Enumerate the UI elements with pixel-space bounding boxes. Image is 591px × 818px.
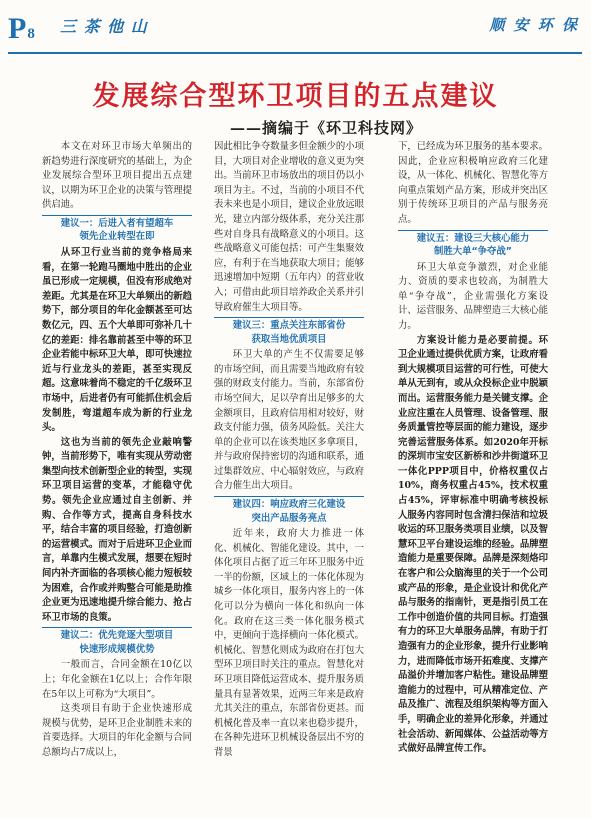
section-heading — [214, 317, 364, 346]
heading-line: 建议四：响应政府三化建设 — [214, 496, 364, 512]
column-3 — [398, 140, 548, 810]
heading-line: 领先企业转型在即 — [79, 231, 155, 243]
section-heading — [398, 230, 548, 259]
heading-line: 建议一：后进入者有望超车 — [42, 215, 192, 231]
paragraph: 一般而言，合同金额在10亿以上；年化金额在1亿以上；合作年限在5年以上可称为“大项目”。 — [42, 659, 192, 700]
header-rule — [8, 52, 582, 54]
paragraph: 近年来，政府大力推进一体化、机械化、智能化建设。其中，一体化项目占据了近三年环卫服务中近一半的份额，区域上的一体化体现为城乡一体化项目，服务内容上的一体化可以分为横向一体化和纵向一体化。政府在这三类一体化服务模式中，更倾向于选择横向一体化模式。机械化、智慧化则成为政府在打包大型环卫项目时关注的重点。智慧化对环卫项目降低运营成本、提升服务质量具有显著效果，近两三年来是政府尤其关注的重点，东部省份更甚。而机械化普及率一直以来也稳步提升，在各种先进环卫机械设备层出不穷的背景 — [214, 528, 364, 758]
heading-line: 快速形成规模优势 — [79, 643, 155, 655]
section-heading — [42, 215, 192, 244]
paragraph: 环卫大单竞争激烈，对企业能力、资质的要求也较高，为制胜大单“争夺战”，企业需强化方案设计、运营服务、品牌塑造三大核心能力。 — [398, 261, 548, 331]
page-letter: P — [8, 12, 27, 45]
section-heading — [42, 627, 192, 656]
paragraph: 这也为当前的领先企业敲响警钟，当前形势下，唯有实现从劳动密集型向技术创新型企业的转型，实现环卫项目运营的变革，才能稳守优势。领先企业应通过自主创新、并购、合作等方式，提高自身科技水平，结合丰富的项目经验，打造创新的运营模式。而对于后进环卫企业而言，单靠内生模式发展，想要在短时间内补齐面临的各项核心能力短板较为困难，合作或并购整合可能是助推企业更为迅速地提升综合能力、抢占环卫市场的良策。 — [42, 436, 192, 623]
paragraph: 环卫大单的产生不仅需要足够的市场空间，而且需要当地政府有较强的财政支付能力。当前，东部省份市场空间大，足以孕育出足够多的大金额项目，且政府信用相对较好，财政支付能力强，债务风险低。关注大单的企业可以在该类地区多拿项目，并与政府保持密切的沟通和联系，通过集群效应、中心辐射效应，与政府合力催生出大项目。 — [214, 349, 364, 492]
paragraph: 因此相比争夺数量多但金额少的小项目，大项目对企业增收的意义更为突出。当前环卫市场放出的项目仍以小项目为主。不过，当前的小项目不代表未来也是小项目，建议企业放远眼光，建立内部分级体系，充分关注那些对自身具有战略意义的小项目。这些战略意义可能包括：可产生集聚效应，有利于在当地获取大项目；能够迅速增加中短期（五年内）的营业收入；可借由此项目培养政企关系并引导政府催生大项目等。 — [214, 141, 364, 313]
article-subtitle: ——摘编于《环卫科技网》 — [230, 119, 423, 137]
heading-line: 制胜大单“争夺战” — [434, 246, 512, 258]
brand-name: 顺 安 环 保 — [489, 16, 579, 34]
paragraph: 这类项目有助于企业快速形成规模与优势，是环卫企业制胜未来的首要选择。大项目的年化金额与合同总额均占7成以上， — [42, 703, 192, 758]
section-heading — [214, 496, 364, 525]
heading-line: 突出产品服务亮点 — [251, 512, 327, 524]
paragraph: 从环卫行业当前的竞争格局来看，在第一轮跑马圈地中胜出的企业虽已形成一定规模，但没有形成绝对差距。尤其是在环卫大单频出的新趋势下，部分项目的年化金额甚至可达数亿元，四、五个大单即可弥补几十亿的差距：排名靠前甚至中等的环卫企业若能中标环卫大单，即可快速拉近与行业龙头的差距，甚至实现反超。这意味着尚不稳定的千亿级环卫市场中，后进者仍有可能抓住机会后发制胜，弯道超车成为新的行业龙头。 — [42, 246, 192, 434]
heading-line: 建议五：建设三大核心能力 — [398, 230, 548, 246]
heading-line: 建议三：重点关注东部省份 — [214, 317, 364, 333]
paragraph: 本文在对环卫市场大单频出的新趋势进行深度研究的基础上，为企业发展综合型环卫项目提出五点建议，以期为环卫企业的决策与管理提供启迪。 — [42, 141, 192, 211]
paragraph: 下，已经成为环卫服务的基本要求。因此，企业应积极响应政府三化建设，从一体化、机械化、智慧化等方向重点策划产品方案，形成并突出区别于传统环卫项目的产品与服务亮点。 — [398, 141, 548, 225]
heading-line: 建议二：优先竞逐大型项目 — [42, 627, 192, 643]
section-name: 三 茶 他 山 — [60, 17, 148, 36]
article-title: 发展综合型环卫项目的五点建议 — [92, 81, 499, 112]
heading-line: 获取当地优质项目 — [251, 333, 327, 345]
column-1 — [42, 140, 192, 810]
paragraph: 方案设计能力是必要前提。环卫企业通过提供优质方案，让政府看到大规模项目运营的可行性，可使大单从无到有，或从众投标企业中脱颖而出。运营服务能力是关键支撑。企业应注重在人员管理、设备管理、服务质量管控等层面的能力建设，逐步完善运营服务体系。如2020年开标的深圳市宝安区新桥和沙井街道环卫一体化PPP项目中，价格权重仅占10%，商务权重占45%，技术权重占45%，评审标准中明确考核投标人服务内容同时包含清扫保洁和垃圾收运的环卫服务类项目业绩，以及智慧环卫平台建设运维的经验。品牌塑造能力是重要保障。品牌是深刻烙印在客户和公众脑海里的关于一个公司或产品的形象，是企业设计和优化产品与服务的指南针，更是指引员工在工作中创造价值的共同目标。打造强有力的环卫大单服务品牌，有助于打造强有力的企业形象，提升行业影响力，进而降低市场开拓难度、支撑产品溢价并增加客户粘性。建设品牌塑造能力的过程中，可从精准定位、产品及推广、流程及组织架构等方面入手，明确企业的差异化形象，并通过社会活动、新闻媒体、公益活动等方式做好品牌宣传工作。 — [398, 334, 548, 755]
page-number-digit: 8 — [27, 26, 35, 42]
page-number — [8, 14, 35, 49]
column-2 — [214, 140, 364, 810]
page-header — [0, 0, 591, 70]
